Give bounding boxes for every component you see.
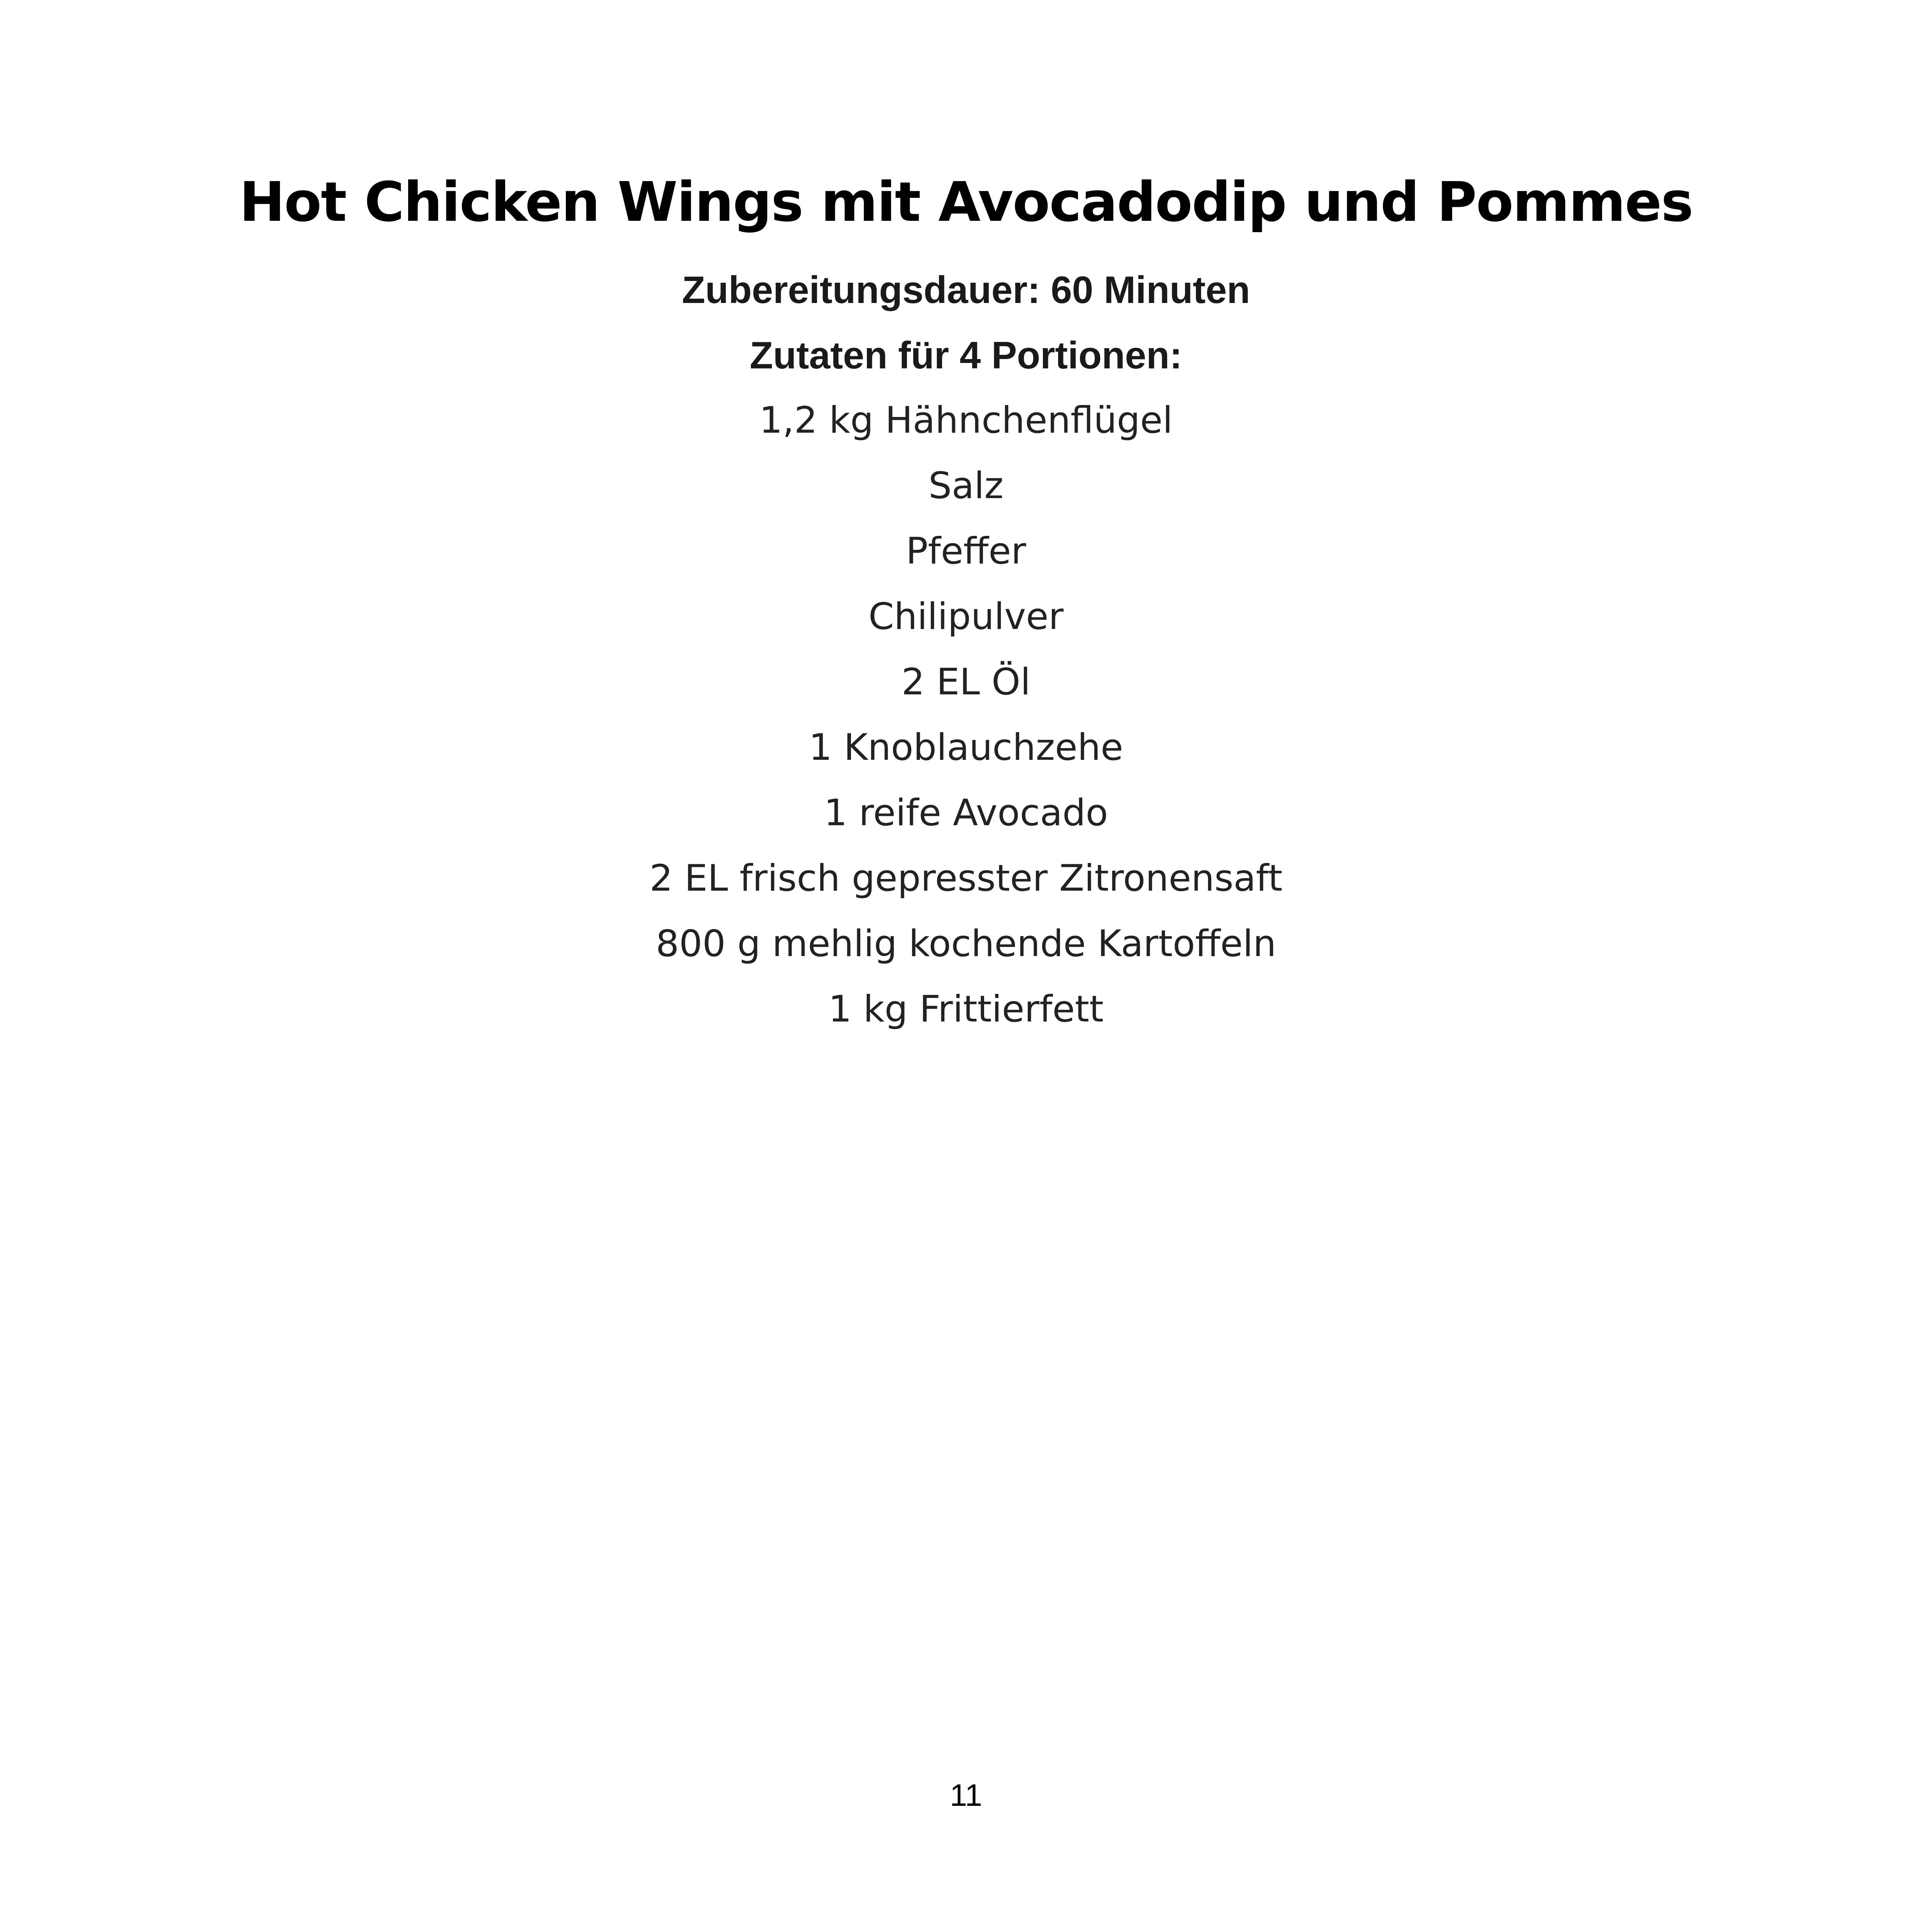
ingredient-item: Chilipulver — [868, 595, 1064, 638]
ingredient-item: 800 g mehlig kochende Kartoffeln — [655, 923, 1277, 965]
ingredient-item: 1 reife Avocado — [824, 792, 1108, 834]
page-number: 11 — [949, 1778, 983, 1812]
ingredient-item: Salz — [928, 465, 1004, 507]
recipe-title: Hot Chicken Wings mit Avocadodip und Pommes — [239, 171, 1693, 234]
ingredient-item: 2 EL frisch gepresster Zitronensaft — [649, 857, 1283, 900]
ingredient-item: 2 EL Öl — [901, 661, 1031, 703]
ingredient-item: 1 Knoblauchzehe — [808, 726, 1124, 769]
ingredient-list — [0, 397, 1932, 1051]
ingredient-item: Pfeffer — [906, 530, 1026, 572]
preparation-time: Zubereitungsdauer: 60 Minuten — [682, 268, 1250, 311]
servings-heading: Zutaten für 4 Portionen: — [750, 334, 1182, 377]
ingredient-item: 1 kg Frittierfett — [828, 988, 1104, 1030]
ingredient-item: 1,2 kg Hähnchenflügel — [759, 399, 1173, 442]
